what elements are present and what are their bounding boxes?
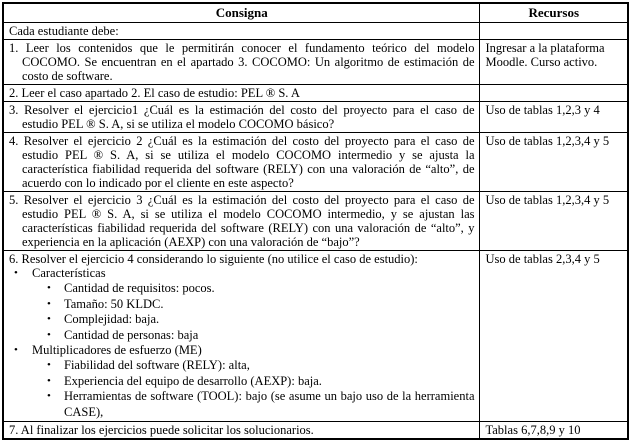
consigna-cell bbox=[3, 133, 479, 192]
bullet-icon: • bbox=[14, 267, 18, 279]
recursos-cell: Tablas 6,7,8,9 y 10 bbox=[479, 422, 628, 440]
column-header-consigna: Consigna bbox=[3, 3, 479, 23]
bullet-icon: • bbox=[47, 374, 51, 387]
table-row bbox=[3, 251, 628, 422]
bullet-item bbox=[9, 374, 475, 389]
assignment-table bbox=[2, 2, 629, 440]
table-row bbox=[3, 23, 628, 40]
bullet-icon: • bbox=[47, 313, 51, 326]
consigna-cell bbox=[3, 192, 479, 251]
consigna-text: 5. Resolver el ejercicio 3 ¿Cuál es la estimación del costo del proyecto para el caso de estudio PEL ® S. A, si se utiliza el modelo COCOMO intermedio, y se ajustan las características fiabilidad requerida del software (RELY) con una valoración de “alto”, y experiencia en la aplicación (AEXP) con una valoración de “bajo”? bbox=[9, 193, 475, 249]
consigna-text: 7. Al finalizar los ejercicios puede solicitar los solucionarios. bbox=[9, 423, 314, 438]
table-row bbox=[3, 133, 628, 192]
recursos-cell: Uso de tablas 1,2,3,4 y 5 bbox=[479, 192, 628, 251]
table-row bbox=[3, 422, 628, 440]
bullet-icon: • bbox=[47, 390, 51, 403]
table-row bbox=[3, 192, 628, 251]
bullet-icon: • bbox=[47, 282, 51, 295]
bullet-icon: • bbox=[14, 344, 18, 357]
bullet-item bbox=[9, 328, 475, 343]
table-row bbox=[3, 102, 628, 133]
bullet-text: Características bbox=[32, 266, 106, 280]
consigna-cell bbox=[3, 251, 479, 422]
bullet-item bbox=[9, 358, 475, 373]
bullet-text: Cantidad de personas: baja bbox=[64, 327, 199, 342]
bullet-text: Fiabilidad del software (RELY): alta, bbox=[64, 358, 250, 373]
consigna-text: 4. Resolver el ejercicio 2 ¿Cuál es la estimación del costo del proyecto para el caso de estudio PEL ® S. A, si se utiliza el modelo COCOMO intermedio y se ajusta la característica fiabilidad requerida del software (RELY) con una valoración de “alto”, de acuerdo con lo indicado por el cliente en este aspecto? bbox=[9, 134, 475, 190]
bullet-item bbox=[9, 343, 475, 358]
bullet-text: Herramientas de software (TOOL): bajo (se asume un bajo uso de la herramienta CASE), bbox=[64, 389, 475, 419]
consigna-text: Cada estudiante debe: bbox=[9, 24, 119, 38]
bullet-icon: • bbox=[47, 359, 51, 372]
recursos-cell: Uso de tablas 1,2,3,4 y 5 bbox=[479, 133, 628, 192]
consigna-text: 1. Leer los contenidos que le permitirán conocer el fundamento teórico del modelo COCOMO. Se encuentran en el apartado 3. COCOMO: Un algoritmo de estimación de costo de software. bbox=[9, 41, 475, 83]
bullet-icon: • bbox=[47, 297, 51, 310]
consigna-text: 6. Resolver el ejercicio 4 considerando lo siguiente (no utilice el caso de estudio): bbox=[9, 252, 418, 266]
recursos-cell bbox=[479, 23, 628, 40]
bullet-text: Multiplicadores de esfuerzo (ME) bbox=[32, 343, 202, 358]
bullet-item bbox=[9, 389, 475, 420]
bullet-text: Experiencia del equipo de desarrollo (AEXP): baja. bbox=[64, 373, 322, 388]
bullet-item bbox=[9, 297, 475, 312]
consigna-cell bbox=[3, 85, 479, 102]
recursos-cell: Ingresar a la plataforma Moodle. Curso activo. bbox=[479, 40, 628, 85]
bullet-item bbox=[9, 312, 475, 327]
bullet-item bbox=[9, 281, 475, 296]
bullet-text: Tamaño: 50 KLDC. bbox=[64, 296, 164, 311]
recursos-cell: Uso de tablas 2,3,4 y 5 bbox=[479, 251, 628, 422]
bullet-text: Cantidad de requisitos: pocos. bbox=[64, 281, 215, 296]
column-header-recursos: Recursos bbox=[479, 3, 628, 23]
bullet-text: Complejidad: baja. bbox=[64, 312, 160, 327]
consigna-text: 3. Resolver el ejercicio1 ¿Cuál es la estimación del costo del proyecto para el caso de estudio PEL ® S. A, si se utiliza el modelo COCOMO básico? bbox=[9, 103, 475, 131]
consigna-cell bbox=[3, 422, 479, 440]
recursos-cell bbox=[479, 85, 628, 102]
bullet-item bbox=[9, 266, 475, 281]
consigna-text: 2. Leer el caso apartado 2. El caso de estudio: PEL ® S. A bbox=[9, 86, 300, 100]
table-row bbox=[3, 85, 628, 102]
consigna-cell bbox=[3, 102, 479, 133]
consigna-cell bbox=[3, 23, 479, 40]
consigna-cell bbox=[3, 40, 479, 85]
table-row bbox=[3, 40, 628, 85]
recursos-cell: Uso de tablas 1,2,3 y 4 bbox=[479, 102, 628, 133]
header-row bbox=[3, 3, 628, 23]
bullet-icon: • bbox=[47, 328, 51, 341]
